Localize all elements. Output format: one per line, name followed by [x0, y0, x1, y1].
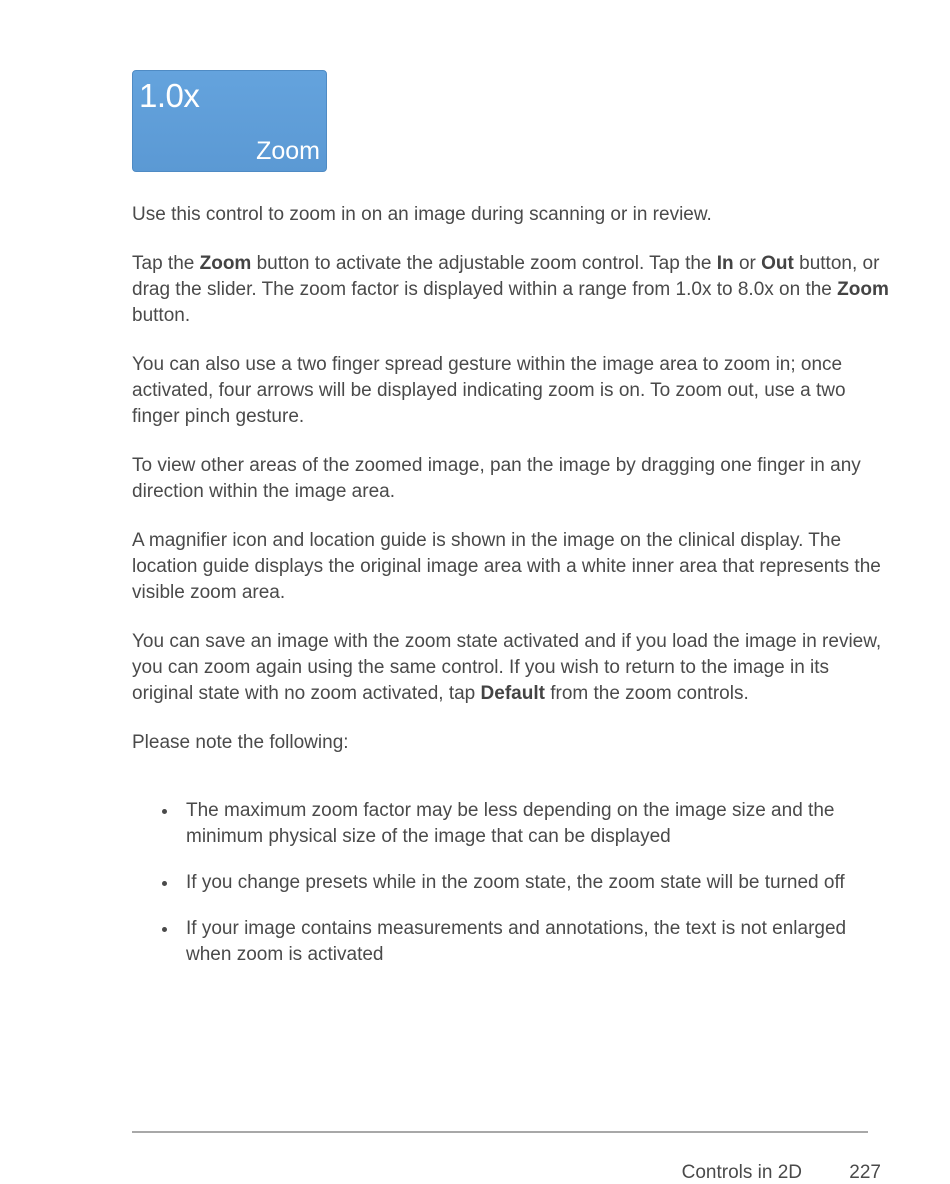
footer-divider	[132, 1131, 868, 1133]
paragraph-save-zoom: You can save an image with the zoom state activated and if you load the image in review, you can zoom again using the same control. If you wish to return to the image in its original state with no zoom activated, tap Default from the zoom controls.	[132, 631, 882, 704]
term-in: In	[716, 253, 734, 274]
paragraph-panning: To view other areas of the zoomed image, pan the image by dragging one finger in any direction within the image area.	[132, 455, 861, 502]
paragraph-intro: Use this control to zoom in on an image during scanning or in review.	[132, 204, 712, 225]
term-out: Out	[761, 253, 794, 274]
page-number: 227	[849, 1162, 881, 1183]
zoom-button-label: Zoom	[256, 137, 320, 165]
zoom-button[interactable]	[132, 70, 327, 172]
term-zoom: Zoom	[199, 253, 252, 274]
notes-list	[132, 798, 892, 968]
footer-section-title: Controls in 2D	[681, 1162, 802, 1183]
paragraph-zoom-usage: Tap the Zoom button to activate the adjustable zoom control. Tap the In or Out button, or drag the slider. The zoom factor is displayed within a range from 1.0x to 8.0x on the Zoom button.	[132, 253, 889, 326]
list-item: The maximum zoom factor may be less depending on the image size and the minimum physical size of the image that can be displayed	[132, 798, 892, 850]
paragraph-notes-intro: Please note the following:	[132, 732, 349, 753]
document-body	[132, 202, 892, 988]
list-item: If your image contains measurements and annotations, the text is not enlarged when zoom is activated	[132, 916, 892, 968]
zoom-factor-value: 1.0x	[139, 77, 200, 114]
paragraph-gestures: You can also use a two finger spread gesture within the image area to zoom in; once activated, four arrows will be displayed indicating zoom is on. To zoom out, use a two finger pinch gesture.	[132, 354, 846, 427]
term-zoom: Zoom	[837, 279, 889, 300]
list-item: If you change presets while in the zoom state, the zoom state will be turned off	[132, 870, 892, 896]
paragraph-location-guide: A magnifier icon and location guide is shown in the image on the clinical display. The location guide displays the original image area with a white inner area that represents the visible zoom area.	[132, 530, 881, 603]
term-default: Default	[480, 683, 545, 704]
